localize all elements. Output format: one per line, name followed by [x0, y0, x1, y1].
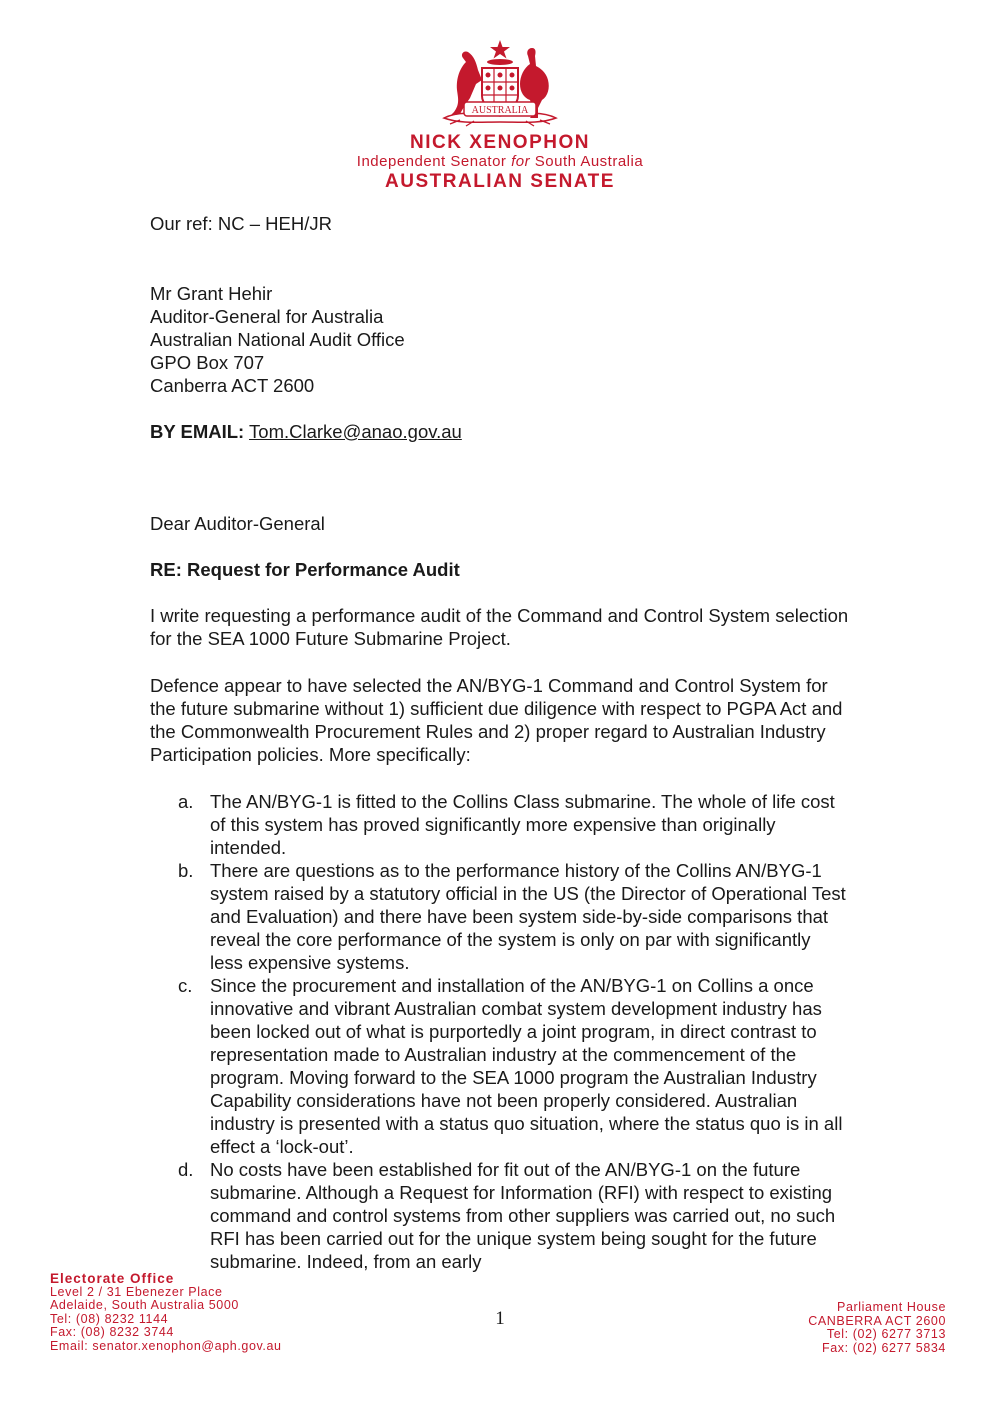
- list-marker: a.: [178, 791, 194, 812]
- parliament-line: CANBERRA ACT 2600: [808, 1313, 946, 1328]
- recipient-line: Mr Grant Hehir: [150, 283, 273, 304]
- salutation: Dear Auditor-General: [150, 513, 325, 534]
- list-marker: b.: [178, 860, 194, 881]
- list-item-text: There are questions as to the performance history of the Collins AN/BYG-1 system raised by a statutory official in the US (the Director of Operational Test and Evaluation) and there have been system side-by-side comparisons that reveal the core performance of the system is only on par with significantly less expensive systems.: [210, 860, 846, 973]
- paragraph: Defence appear to have selected the AN/BYG-1 Command and Control System for the future submarine without 1) sufficient due diligence with respect to PGPA Act and the Commonwealth Procurement Rules and 2) proper regard to Australian Industry Participation policies. More specifically:: [150, 675, 843, 765]
- electorate-office-title: Electorate Office: [50, 1271, 175, 1286]
- office-line: Tel: (08) 8232 1144: [50, 1311, 169, 1326]
- recipient-address: [150, 282, 850, 397]
- parliament-house-block: [808, 1301, 946, 1355]
- list-item-text: The AN/BYG-1 is fitted to the Collins Class submarine. The whole of life cost of this system has proved significantly more expensive than originally intended.: [210, 791, 835, 858]
- coat-of-arms-icon: [430, 38, 570, 130]
- recipient-line: Australian National Audit Office: [150, 329, 405, 350]
- role-suffix: South Australia: [530, 153, 644, 170]
- email-line: [150, 420, 850, 443]
- page-number: 1: [495, 1308, 505, 1329]
- points-list: [178, 790, 848, 1273]
- senator-role: [0, 153, 1000, 170]
- office-line: Email: senator.xenophon@aph.gov.au: [50, 1338, 282, 1353]
- office-line: Adelaide, South Australia 5000: [50, 1298, 239, 1312]
- role-for: for: [511, 153, 531, 170]
- email-link[interactable]: Tom.Clarke@anao.gov.au: [249, 421, 462, 442]
- parliament-line: Parliament House: [837, 1300, 946, 1314]
- list-item-text: No costs have been established for fit out of the AN/BYG-1 on the future submarine. Although a Request for Information (RFI) with respect to existing command and control systems from other suppliers was carried out, no such RFI has been carried out for the unique system being sought for the future submarine. Indeed, from an early: [210, 1159, 836, 1272]
- chamber-name: AUSTRALIAN SENATE: [385, 171, 615, 192]
- reference-line: Our ref: NC – HEH/JR: [150, 213, 332, 234]
- list-marker: d.: [178, 1159, 194, 1180]
- list-marker: c.: [178, 975, 193, 996]
- senator-name: NICK XENOPHON: [410, 132, 590, 153]
- list-item-text: Since the procurement and installation of the AN/BYG-1 on Collins a once innovative and vibrant Australian combat system development industry has been locked out of what is purportedly a joint program, in direct contrast to representation made to Australian industry at the commencement of the program. Moving forward to the SEA 1000 program the Australian Industry Capability considerations have not been properly considered. Australian industry is presented with a status quo situation, where the status quo is in all effect a ‘lock-out’.: [210, 975, 843, 1157]
- list-item: [178, 1158, 848, 1273]
- recipient-line: Canberra ACT 2600: [150, 375, 315, 396]
- recipient-line: GPO Box 707: [150, 352, 265, 373]
- list-item: [178, 790, 848, 859]
- list-item: [178, 974, 848, 1158]
- recipient-line: Auditor-General for Australia: [150, 306, 384, 327]
- office-line: Fax: (08) 8232 3744: [50, 1325, 174, 1339]
- subject-line: RE: Request for Performance Audit: [150, 559, 460, 580]
- office-line: Level 2 / 31 Ebenezer Place: [50, 1284, 223, 1299]
- crest-ribbon-text: AUSTRALIA: [471, 105, 529, 116]
- parliament-line: Tel: (02) 6277 3713: [826, 1327, 946, 1341]
- parliament-line: Fax: (02) 6277 5834: [822, 1340, 946, 1355]
- email-label: BY EMAIL:: [150, 421, 245, 442]
- list-item: [178, 859, 848, 974]
- paragraph: I write requesting a performance audit of the Command and Control System selection for the SEA 1000 Future Submarine Project.: [150, 605, 849, 649]
- role-prefix: Independent Senator: [356, 153, 512, 170]
